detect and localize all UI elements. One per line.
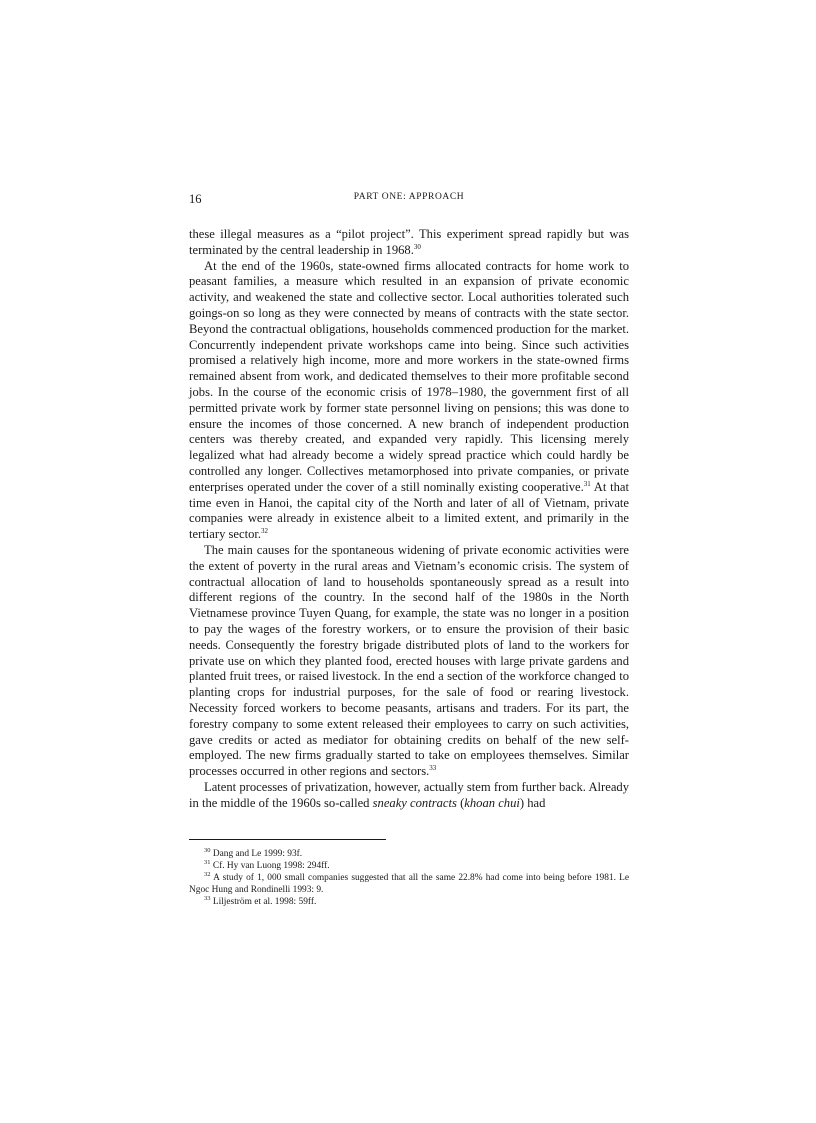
- term-khoan-chui: khoan chui: [464, 795, 520, 810]
- footnote-30: [189, 846, 629, 861]
- footnote-31: [189, 858, 629, 873]
- footnote-number: 30: [204, 846, 211, 854]
- footnote-text: Liljeström et al. 1998: 59ff.: [212, 896, 317, 907]
- footnote-33: [189, 894, 629, 909]
- paragraph-4-text-c: ) had: [519, 795, 546, 810]
- footnote-number: 33: [204, 894, 211, 902]
- footnotes: [189, 846, 629, 909]
- footnote-ref-32: 32: [261, 526, 269, 535]
- footnote-32: [189, 870, 629, 897]
- paragraph-3-text: The main causes for the spontaneous widening of private economic activities were the extent of poverty in the rural areas and Vietnam’s economic crisis. The system of contractual allocation of land to households spontaneously spread as a result into different regions of the country. In the second half of the 1980s in the North Vietnamese province Tuyen Quang, for example, the state was no longer in a position to pay the wages of the forestry workers, or to ensure the provision of their basic needs. Consequently the forestry brigade distributed plots of land to the workers for private use on which they planted food, erected houses with large private gardens and planted fruit trees, or raised livestock. In the end a section of the workforce changed to planting crops for industrial purposes, for the sale of food or rearing livestock. Necessity forced workers to become peasants, artisans and traders. For its part, the forestry company to some extent released their employees to carry on such activities, gave credits or acted as mediator for obtaining credits on behalf of the new self-employed. The new firms gradually started to take on employees themselves. Similar processes occurred in other regions and sectors.: [189, 542, 629, 779]
- footnote-ref-33: 33: [429, 763, 437, 772]
- paragraph-2: [189, 259, 629, 543]
- paragraph-4: [189, 780, 629, 812]
- paragraph-4-text-b: (: [456, 795, 465, 810]
- paragraph-3: [189, 543, 629, 780]
- footnote-number: 32: [204, 870, 211, 878]
- footnote-text: Dang and Le 1999: 93f.: [212, 849, 303, 859]
- term-sneaky-contracts: sneaky contracts: [372, 795, 457, 810]
- footnote-number: 31: [204, 858, 211, 866]
- footnote-ref-30: 30: [413, 242, 421, 251]
- footnote-separator: [189, 839, 386, 840]
- page-number: 16: [189, 192, 202, 206]
- paragraph-1: [189, 227, 629, 259]
- footnote-text: Cf. Hy van Luong 1998: 294ff.: [212, 860, 330, 871]
- page-header: [189, 192, 629, 208]
- footnote-text: A study of 1, 000 small companies suggested that all the same 22.8% had come into being before 1981. Le Ngoc Hung and Rondinelli 1993: 9.: [189, 872, 629, 895]
- paragraph-4-text-a: Latent processes of privatization, however, actually stem from further back. Already in the middle of the 1960s so-called: [189, 779, 629, 810]
- footnote-ref-31: 31: [583, 479, 591, 488]
- paragraph-2-text-a: At the end of the 1960s, state-owned firms allocated contracts for home work to peasant families, a measure which resulted in an expansion of private economic activity, and weakened the state and collective sector. Local authorities tolerated such goings-on so long as they were connected by means of contracts with the state sector. Beyond the contractual obligations, households commenced production for the market. Concurrently independent private workshops came into being. Since such activities promised a relatively high income, more and more workers in the state-owned firms remained absent from work, and dedicated themselves to their more profitable second jobs. In the course of the economic crisis of 1978–1980, the government first of all permitted private work by former state personnel living on pensions; this was done to ensure the incomes of those concerned. A new branch of independent production centers was thereby created, and expanded very rapidly. This licensing merely legalized what had already become a widely spread practice which could hardly be controlled any longer. Collectives metamorphosed into private companies, or private enterprises operated under the cover of a still nominally existing cooperative.: [189, 258, 629, 494]
- running-head: PART ONE: APPROACH: [353, 192, 465, 202]
- paragraph-1-text: these illegal measures as a “pilot project”. This experiment spread rapidly but was terminated by the central leadership in 1968.: [189, 227, 629, 257]
- paragraph-2-text-b: At that time even in Hanoi, the capital city of the North and later of all of Vietnam, private companies were already in existence albeit to a limited extent, and primarily in the tertiary sector.: [189, 479, 629, 542]
- body-text: [189, 227, 629, 811]
